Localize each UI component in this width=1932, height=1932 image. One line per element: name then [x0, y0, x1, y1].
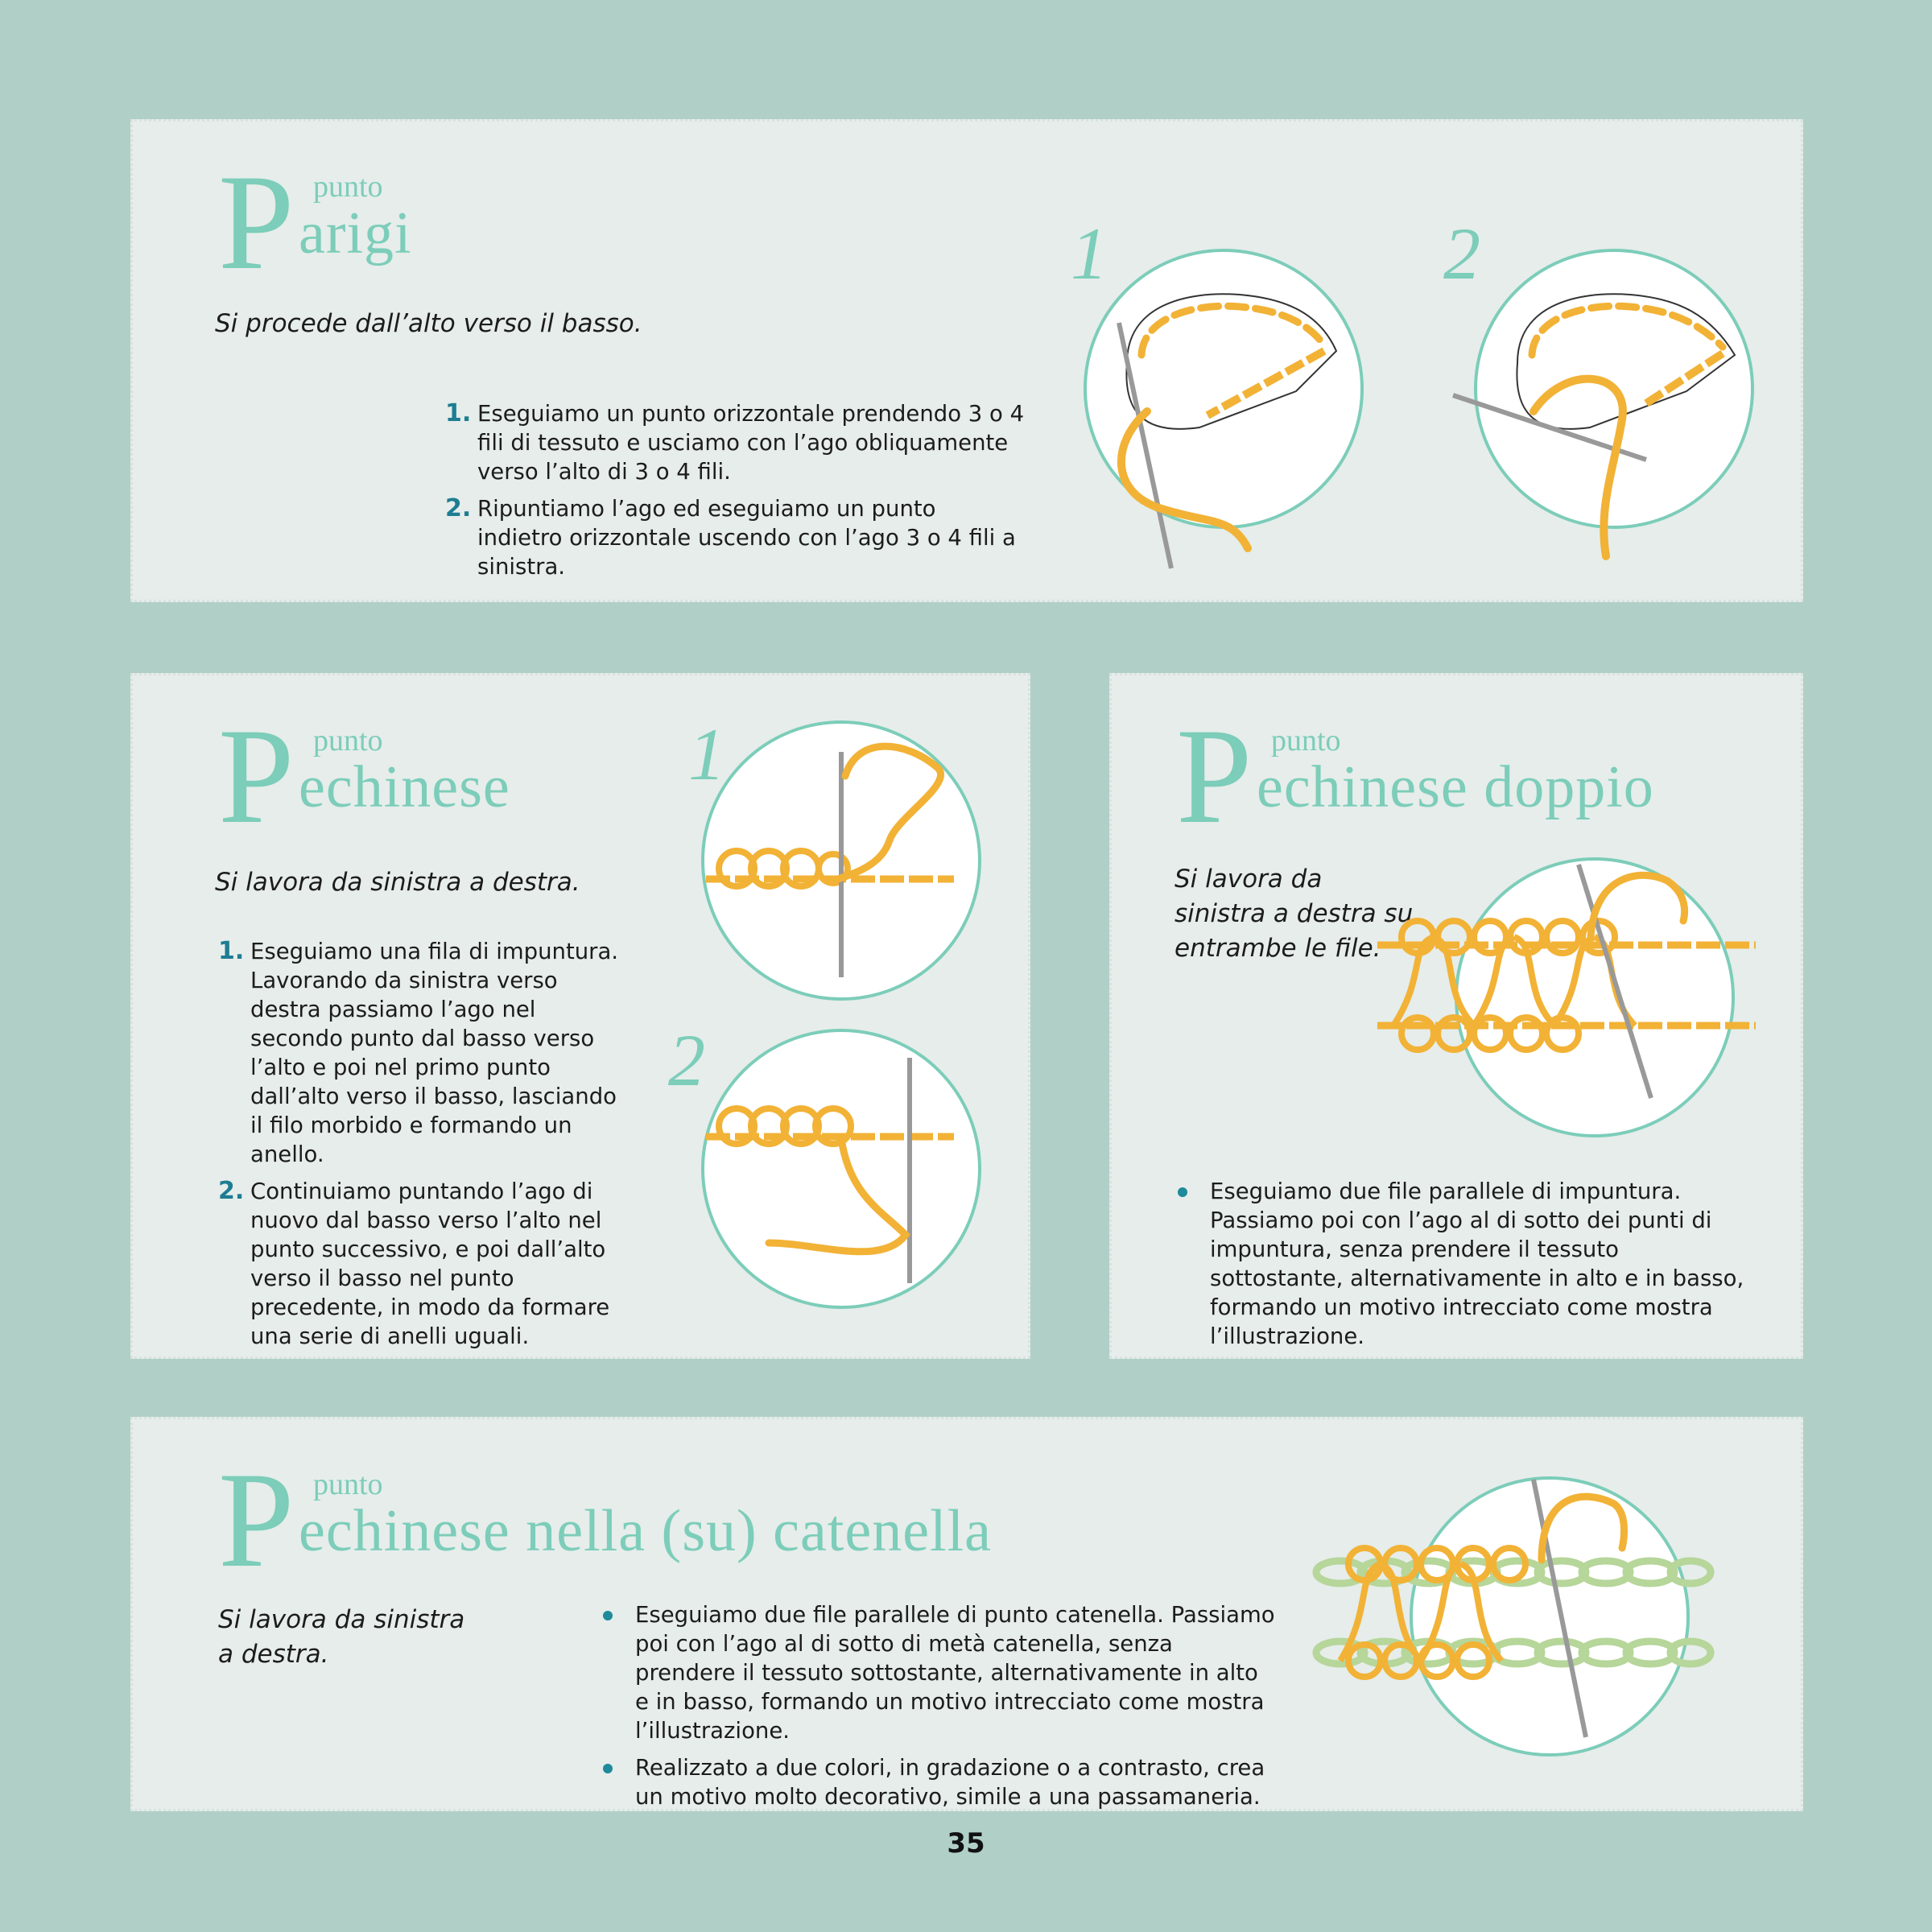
- step-number: 2.: [218, 1177, 245, 1205]
- parigi-illustration-2: [1469, 250, 1759, 540]
- step-number: 2.: [445, 494, 472, 522]
- step-text: Eseguiamo un punto orizzontale prendendo 3 o 4 fili di tessuto e usciamo con l’ago obliquamente verso l’alto di 3 o 4 fili.: [477, 401, 1025, 485]
- title-initial: P: [218, 1444, 295, 1596]
- title-punto-pechinese: [218, 700, 621, 852]
- step-item: [218, 1177, 621, 1351]
- step-number: 1.: [218, 937, 245, 965]
- steps-list: [218, 937, 621, 1359]
- bullet-list: [1174, 1177, 1754, 1359]
- catenella-illustration: [1308, 1472, 1711, 1769]
- intro-text: Si lavora da sinistra a destra.: [215, 868, 580, 897]
- step-item: [445, 494, 1025, 581]
- bullet-text: Eseguiamo due file parallele di punto catenella. Passiamo poi con l’ago al di sotto di metà catenella, senza prendere il tessuto sottostante, alternativamente in alto e in basso, formando un motivo intrecciato come mostra l’illustrazione.: [635, 1602, 1275, 1744]
- title-small: punto: [313, 724, 383, 758]
- bullet-item: [600, 1753, 1276, 1811]
- bullet-item: [1174, 1177, 1754, 1351]
- step-text: Ripuntiamo l’ago ed eseguiamo un punto indietro orizzontale uscendo con l’ago 3 o 4 fili a sinistra.: [477, 496, 1016, 580]
- pechinese-illustration-2: [696, 1026, 986, 1315]
- pechinese-illustration-1: [696, 720, 986, 1009]
- title-rest: echinese: [299, 754, 510, 820]
- page-number: 35: [947, 1827, 985, 1860]
- title-rest: echinese nella (su) catenella: [299, 1498, 993, 1564]
- bullet-dot: [1178, 1187, 1187, 1197]
- title-small: punto: [1271, 724, 1341, 758]
- intro-text: Si lavora da sinistra a destra su entrambe le file.: [1174, 865, 1414, 963]
- bullet-dot: [603, 1764, 613, 1773]
- step-number: 1.: [445, 399, 472, 427]
- steps-list: [445, 399, 1025, 589]
- card-punto-pechinese-doppio: [1109, 673, 1803, 1359]
- title-punto-pechinese-catenella: [218, 1444, 1184, 1596]
- step-item: [218, 937, 621, 1169]
- step-item: [445, 399, 1025, 486]
- card-punto-parigi: [130, 119, 1803, 602]
- figure-number-1: 1: [1071, 213, 1108, 295]
- figure-number-2: 2: [1443, 213, 1480, 295]
- bullet-list: [600, 1600, 1276, 1819]
- bullet-text: Eseguiamo due file parallele di impuntura. Passiamo poi con l’ago al di sotto dei punti di impuntura, senza prendere il tessuto sottostante, alternativamente in alto e in basso, formando un motivo intrecciato come mostra l’illustrazione.: [1210, 1179, 1744, 1349]
- title-rest: echinese doppio: [1257, 754, 1654, 820]
- figure-number-2: 2: [668, 1019, 705, 1101]
- title-punto-parigi: [218, 147, 540, 298]
- step-text: Continuiamo puntando l’ago di nuovo dal basso verso l’alto nel punto successivo, e poi dall’alto verso il basso nel punto precedente, in modo da formare una serie di anelli uguali.: [250, 1179, 610, 1349]
- bullet-text: Realizzato a due colori, in gradazione o a contrasto, crea un motivo molto decorativo, simile a una passamaneria.: [635, 1755, 1265, 1810]
- parigi-illustration-1: [1079, 250, 1368, 540]
- pechinese-doppio-illustration: [1377, 857, 1764, 1146]
- title-small: punto: [313, 170, 383, 204]
- title-rest: arigi: [299, 200, 412, 266]
- title-small: punto: [313, 1468, 383, 1501]
- intro-text: Si lavora da sinistra a destra.: [218, 1605, 465, 1669]
- bullet-dot: [603, 1611, 613, 1620]
- bullet-item: [600, 1600, 1276, 1745]
- title-initial: P: [1176, 700, 1253, 852]
- card-punto-pechinese: [130, 673, 1030, 1359]
- card-punto-pechinese-catenella: [130, 1417, 1803, 1811]
- step-text: Eseguiamo una fila di impuntura. Lavorando da sinistra verso destra passiamo l’ago nel secondo punto dal basso verso l’alto e poi nel primo punto dall’alto verso il basso, lasciando il filo morbido e formando un anello.: [250, 939, 619, 1167]
- figure-number-1: 1: [688, 713, 725, 795]
- title-initial: P: [218, 700, 295, 852]
- title-punto-pechinese-doppio: [1176, 700, 1772, 852]
- intro-text: Si procede dall’alto verso il basso.: [215, 309, 642, 338]
- title-initial: P: [218, 147, 295, 298]
